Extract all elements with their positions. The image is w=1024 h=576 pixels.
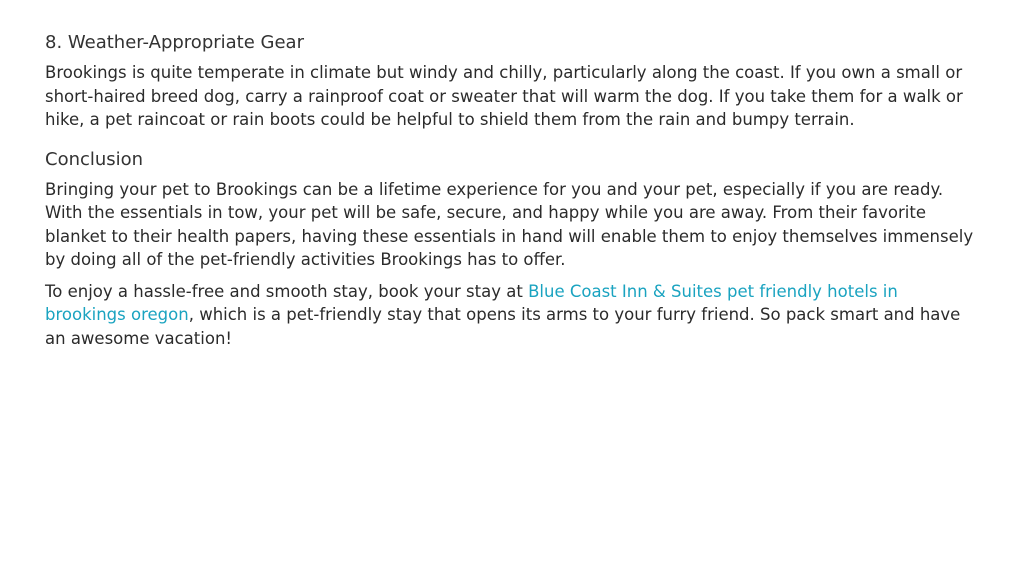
section-heading-conclusion: Conclusion — [45, 148, 144, 170]
closing-text-before: To enjoy a hassle-free and smooth stay, book your stay at — [45, 281, 529, 301]
paragraph-closing — [45, 280, 980, 351]
paragraph-weather-gear: Brookings is quite temperate in climate but windy and chilly, particularly along the coast. If you own a small or short-haired breed dog, carry a rainproof coat or sweater that will warm the dog. If you take them for a walk or hike, a pet raincoat or rain boots could be helpful to shield them from the rain and bumpy terrain. — [45, 63, 963, 129]
paragraph-conclusion: Bringing your pet to Brookings can be a lifetime experience for you and your pet, especially if you are ready. With the essentials in tow, your pet will be safe, secure, and happy while you are away. From their favorite blanket to their health papers, having these essentials in hand will enable them to enjoy themselves immensely by doing all of the pet-friendly activities Brookings has to offer. — [45, 179, 974, 269]
section-heading-weather-gear: 8. Weather-Appropriate Gear — [45, 32, 304, 53]
closing-text-after: , which is a pet-friendly stay that opens its arms to your furry friend. So pack smart and have an awesome vacation! — [45, 305, 961, 348]
document-body — [45, 30, 980, 350]
hotel-link[interactable]: Blue Coast Inn & Suites pet friendly hotels in brookings oregon — [45, 281, 898, 324]
